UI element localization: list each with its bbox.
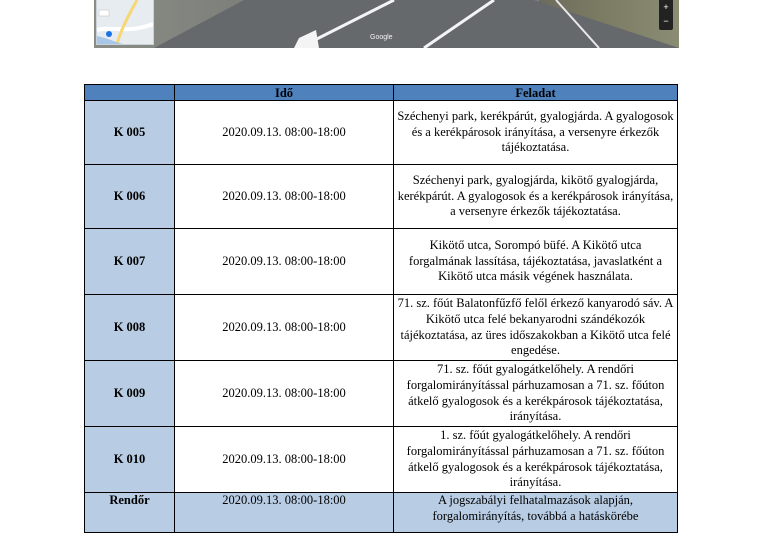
row-task: 71. sz. főút Balatonfűzfő felől érkező kanyarodó sáv. A Kikötő utca felé bekanyarodni szándékozók tájékoztatása, az üres időszakokban a Kikötő utca felé engedése.	[394, 295, 678, 361]
table-row	[85, 493, 678, 533]
table-row	[85, 229, 678, 295]
row-task: A jogszabályi felhatalmazások alapján, forgalomirányítás, továbbá a hatáskörébe	[394, 493, 678, 533]
zoom-in-button[interactable]: +	[663, 2, 669, 12]
row-time: 2020.09.13. 08:00-18:00	[175, 361, 394, 427]
row-task: 1. sz. főút gyalogátkelőhely. A rendőri forgalomirányítással párhuzamosan a 71. sz. főúton átkelő gyalogosok és a kerékpárosok tájékoztatása, irányítása.	[394, 427, 678, 493]
header-task: Feladat	[394, 85, 678, 101]
table-row	[85, 101, 678, 165]
zoom-out-button[interactable]: −	[663, 16, 669, 26]
row-code: K 009	[85, 361, 175, 427]
row-code: K 007	[85, 229, 175, 295]
row-code: Rendőr	[85, 493, 175, 533]
row-code: K 010	[85, 427, 175, 493]
table-row	[85, 165, 678, 229]
table-row	[85, 295, 678, 361]
row-code: K 005	[85, 101, 175, 165]
google-watermark: Google	[370, 34, 393, 41]
row-code: K 008	[85, 295, 175, 361]
table-row	[85, 427, 678, 493]
row-time: 2020.09.13. 08:00-18:00	[175, 427, 394, 493]
table-header-row	[85, 85, 678, 101]
row-time: 2020.09.13. 08:00-18:00	[175, 295, 394, 361]
schedule-table	[84, 84, 678, 533]
street-view-image	[94, 0, 679, 48]
table-row	[85, 361, 678, 427]
header-time: Idő	[175, 85, 394, 101]
row-task: Széchenyi park, gyalogjárda, kikötő gyalogjárda, kerékpárút. A gyalogosok és a kerékpárosok irányítása, a versenyre érkezők tájékoztatása.	[394, 165, 678, 229]
row-task: Széchenyi park, kerékpárút, gyalogjárda. A gyalogosok és a kerékpárosok irányítása, a versenyre érkezők tájékoztatása.	[394, 101, 678, 165]
row-code: K 006	[85, 165, 175, 229]
header-code	[85, 85, 175, 101]
row-time: 2020.09.13. 08:00-18:00	[175, 229, 394, 295]
row-time: 2020.09.13. 08:00-18:00	[175, 165, 394, 229]
mini-map[interactable]	[96, 0, 154, 45]
row-task: 71. sz. főút gyalogátkelőhely. A rendőri forgalomirányítással párhuzamosan a 71. sz. főúton átkelő gyalogosok és a kerékpárosok tájékoztatása, irányítása.	[394, 361, 678, 427]
location-dot-icon	[106, 31, 112, 37]
row-time: 2020.09.13. 08:00-18:00	[175, 493, 394, 533]
row-time: 2020.09.13. 08:00-18:00	[175, 101, 394, 165]
row-task: Kikötő utca, Sorompó büfé. A Kikötő utca forgalmának lassítása, tájékoztatása, javaslatként a Kikötő utca másik végének használata.	[394, 229, 678, 295]
zoom-controls[interactable]	[659, 0, 673, 30]
